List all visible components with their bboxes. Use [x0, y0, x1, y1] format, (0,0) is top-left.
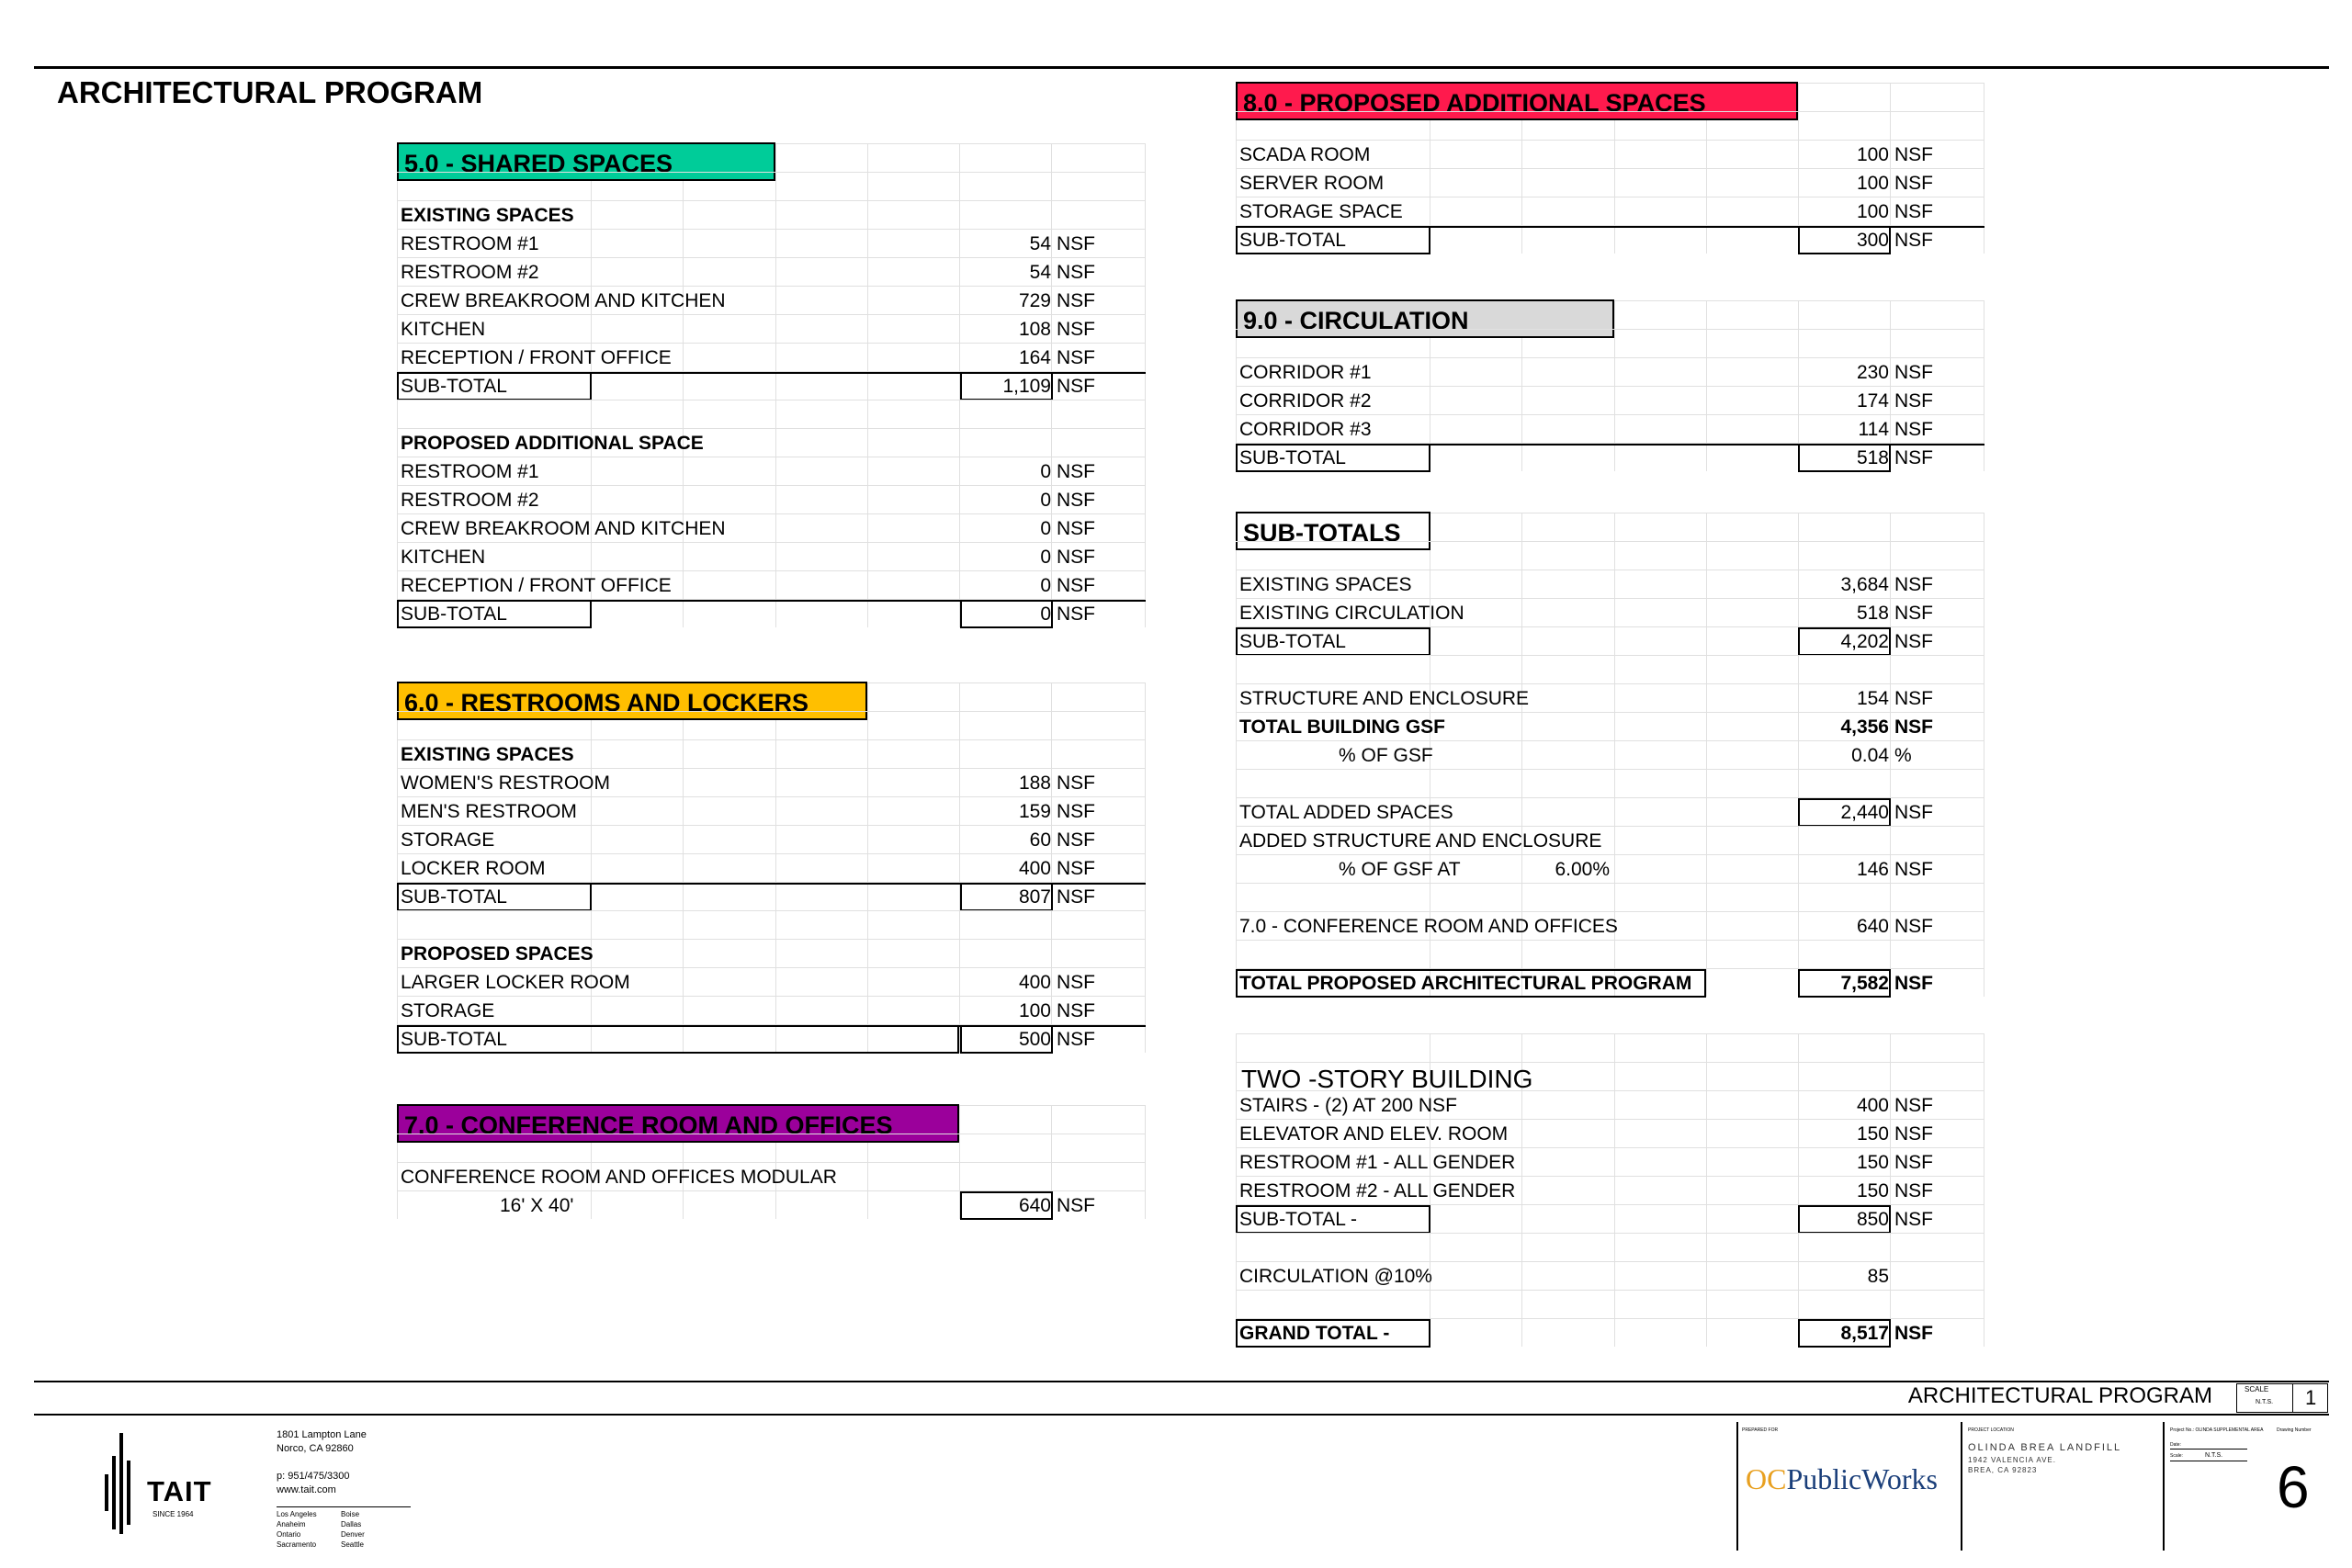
- row-value: 0: [1040, 518, 1051, 539]
- proposed-additional-title: 8.0 - PROPOSED ADDITIONAL SPACES: [1236, 82, 1798, 120]
- subtotal-row: [1236, 443, 1984, 472]
- table-row: [397, 796, 1146, 826]
- row-value: 518: [1856, 447, 1889, 468]
- table-row: [397, 457, 1146, 486]
- subtotal-label-box: [397, 883, 592, 911]
- table-row: [397, 257, 1146, 287]
- sheet-number: 1: [2305, 1386, 2317, 1409]
- row-label: CORRIDOR #1: [1239, 362, 1372, 383]
- phone: p: 951/475/3300: [277, 1471, 350, 1482]
- office-city: Denver: [341, 1530, 365, 1539]
- row-value: 518: [1856, 603, 1889, 624]
- table-row: [1236, 414, 1984, 444]
- conference-table: [397, 1105, 1146, 1219]
- row-unit: NSF: [1894, 1152, 1933, 1173]
- table-row: [397, 939, 1146, 968]
- page-number: 6: [2277, 1454, 2310, 1520]
- row-label: SUB-TOTAL: [401, 886, 507, 908]
- row-label: RECEPTION / FRONT OFFICE: [401, 347, 672, 368]
- section-heading: EXISTING SPACES: [401, 205, 574, 226]
- subtotal-label-box: [397, 1025, 959, 1054]
- table-row: [397, 967, 1146, 997]
- value-box: [1798, 798, 1891, 827]
- row-label: SCADA ROOM: [1239, 144, 1371, 165]
- row-value: 4,202: [1840, 631, 1889, 652]
- row-unit: NSF: [1057, 461, 1095, 482]
- subtotal-label-box: [1236, 444, 1430, 472]
- table-row: [1236, 1290, 1984, 1319]
- row-label: RESTROOM #2: [401, 490, 539, 511]
- row-unit: NSF: [1057, 801, 1095, 822]
- row-value: 100: [1018, 1000, 1051, 1021]
- row-value: 2,440: [1840, 802, 1889, 823]
- circulation-row: [1236, 1261, 1984, 1291]
- row-value: 8,517: [1840, 1323, 1889, 1344]
- table-row: [397, 200, 1146, 230]
- row-value: 60: [1029, 829, 1051, 851]
- row-value: 230: [1856, 362, 1889, 383]
- label-box: [1236, 969, 1706, 998]
- row-value: 850: [1856, 1209, 1889, 1230]
- row-value: 7,582: [1840, 973, 1889, 994]
- row-label: KITCHEN: [401, 319, 486, 340]
- subtotal-value-box: [1798, 226, 1891, 254]
- tait-address: [277, 1428, 367, 1497]
- row-value: 0: [1040, 461, 1051, 482]
- row-value: 1,109: [1002, 376, 1051, 397]
- subtotal-rule: [397, 600, 1146, 602]
- row-value: 640: [1018, 1195, 1051, 1216]
- office-city: Boise: [341, 1510, 360, 1518]
- row-label: STORAGE: [401, 829, 495, 851]
- public-works-text: PublicWorks: [1786, 1462, 1938, 1495]
- circulation-table: [1236, 300, 1984, 471]
- subtotal-label-box: [1236, 627, 1430, 656]
- row-label: TOTAL BUILDING GSF: [1239, 716, 1445, 738]
- row-unit: NSF: [1057, 233, 1095, 254]
- subtotal-row: [1236, 626, 1984, 656]
- row-label: SUB-TOTAL -: [1239, 1209, 1357, 1230]
- row-label: MEN'S RESTROOM: [401, 801, 577, 822]
- subtotal-row: [397, 1024, 1146, 1054]
- table-row: [1236, 1090, 1984, 1120]
- table-row: [397, 1190, 1146, 1220]
- row-label: EXISTING CIRCULATION: [1239, 603, 1464, 624]
- drawing-number-label: Drawing Number: [2277, 1427, 2312, 1433]
- row-label: SUB-TOTAL: [1239, 230, 1346, 251]
- table-row: [1236, 1119, 1984, 1148]
- row-label: 16' X 40': [500, 1195, 574, 1216]
- row-label: CORRIDOR #3: [1239, 419, 1372, 440]
- restrooms-lockers-title: 6.0 - RESTROOMS AND LOCKERS: [397, 682, 867, 720]
- row-value: 150: [1856, 1152, 1889, 1173]
- table-row: [397, 314, 1146, 344]
- row-label: WOMEN'S RESTROOM: [401, 773, 611, 794]
- tait-logo: [103, 1433, 222, 1534]
- row-unit: NSF: [1057, 1195, 1095, 1216]
- subtotal-rule: [1236, 444, 1984, 446]
- table-row: [1236, 769, 1984, 798]
- table-row: [397, 485, 1146, 514]
- shared-spaces-title: 5.0 - SHARED SPACES: [397, 142, 775, 181]
- row-label: TOTAL ADDED SPACES: [1239, 802, 1453, 823]
- two-story-table: [1236, 1033, 1984, 1347]
- value-box: [1798, 969, 1891, 998]
- row-unit: NSF: [1057, 1000, 1095, 1021]
- row-value: 150: [1856, 1180, 1889, 1201]
- row-value: 146: [1856, 859, 1889, 880]
- row-value: 500: [1018, 1029, 1051, 1050]
- section-heading: PROPOSED ADDITIONAL SPACE: [401, 433, 704, 454]
- row-unit: NSF: [1894, 447, 1933, 468]
- row-label: RESTROOM #1 - ALL GENDER: [1239, 1152, 1516, 1173]
- subtotal-row: [397, 882, 1146, 911]
- row-value: 54: [1029, 262, 1051, 283]
- row-unit: NSF: [1894, 688, 1933, 709]
- project-number-label: Project No.: OLINDA SUPPLEMENTAL AREA: [2170, 1427, 2264, 1433]
- subtotal-value-box: [960, 372, 1053, 400]
- row-unit: NSF: [1894, 144, 1933, 165]
- footer-rule-bottom: [34, 1414, 2329, 1416]
- top-rule: [34, 66, 2329, 69]
- restrooms-lockers-table: [397, 682, 1146, 1053]
- scale-box: [2236, 1383, 2328, 1413]
- row-value: 85: [1867, 1266, 1889, 1287]
- total-gsf-row: [1236, 712, 1984, 741]
- subtotals-title: SUB-TOTALS: [1236, 512, 1430, 550]
- row-label: 7.0 - CONFERENCE ROOM AND OFFICES: [1239, 916, 1618, 937]
- section-heading: EXISTING SPACES: [401, 744, 574, 765]
- row-unit: NSF: [1057, 262, 1095, 283]
- footer-rule-top: [34, 1381, 2329, 1382]
- table-row: [397, 428, 1146, 457]
- table-row: [397, 825, 1146, 854]
- row-label: RECEPTION / FRONT OFFICE: [401, 575, 672, 596]
- row-value: 729: [1018, 290, 1051, 311]
- row-unit: NSF: [1057, 518, 1095, 539]
- row-unit: NSF: [1894, 173, 1933, 194]
- scale-small-value: N.T.S.: [2205, 1452, 2223, 1459]
- subtotal-label-box: [1236, 1319, 1430, 1348]
- table-row: [1236, 826, 1984, 855]
- table-row: [397, 570, 1146, 600]
- table-row: [1236, 683, 1984, 713]
- row-unit: NSF: [1057, 376, 1095, 397]
- row-value: 400: [1018, 858, 1051, 879]
- proposed-additional-table: [1236, 83, 1984, 254]
- row-unit: NSF: [1894, 362, 1933, 383]
- row-unit: NSF: [1057, 858, 1095, 879]
- table-row: [1236, 911, 1984, 941]
- subtotal-value-box: [1798, 627, 1891, 656]
- office-city: Sacramento: [277, 1540, 317, 1549]
- row-unit: NSF: [1894, 390, 1933, 412]
- table-row: [397, 513, 1146, 543]
- subtotal-label-box: [1236, 226, 1430, 254]
- subtotal-row: [397, 371, 1146, 400]
- office-city: Dallas: [341, 1520, 362, 1529]
- subtotal-value-box: [1798, 444, 1891, 472]
- shared-spaces-table: [397, 143, 1146, 627]
- office-city: Los Angeles: [277, 1510, 317, 1518]
- subtotal-value-box: [960, 600, 1053, 628]
- row-unit: NSF: [1057, 1029, 1095, 1050]
- row-label: RESTROOM #2: [401, 262, 539, 283]
- table-row: [1236, 168, 1984, 197]
- grand-total-row: [1236, 1318, 1984, 1348]
- row-label: EXISTING SPACES: [1239, 574, 1412, 595]
- table-row: [1236, 655, 1984, 684]
- table-row: [1236, 386, 1984, 415]
- row-unit: NSF: [1057, 604, 1095, 625]
- row-value: 4,356: [1840, 716, 1889, 738]
- row-value: 100: [1856, 173, 1889, 194]
- row-label: KITCHEN: [401, 547, 486, 568]
- row-value: 154: [1856, 688, 1889, 709]
- row-unit: NSF: [1894, 716, 1933, 738]
- project-address-2: BREA, CA 92823: [1968, 1466, 2038, 1474]
- value-box: [960, 1191, 1053, 1220]
- row-unit: NSF: [1894, 1209, 1933, 1230]
- subtotal-value-box: [960, 883, 1053, 911]
- row-unit: NSF: [1057, 347, 1095, 368]
- subtotal-value-box: [960, 1025, 1053, 1054]
- page-title: ARCHITECTURAL PROGRAM: [57, 75, 483, 109]
- table-row: [1236, 854, 1984, 884]
- prepared-for: PREPARED FOR: [1742, 1427, 1779, 1433]
- row-unit: NSF: [1894, 916, 1933, 937]
- table-row: [1236, 940, 1984, 969]
- address-line-1: 1801 Lampton Lane: [277, 1429, 367, 1440]
- percentage-value: 6.00%: [1555, 859, 1610, 880]
- row-label: RESTROOM #2 - ALL GENDER: [1239, 1180, 1516, 1201]
- row-unit: NSF: [1894, 1123, 1933, 1145]
- subtotals-table: [1236, 513, 1984, 997]
- row-label: RESTROOM #1: [401, 233, 539, 254]
- row-unit: NSF: [1894, 631, 1933, 652]
- row-value: 174: [1856, 390, 1889, 412]
- row-value: 188: [1018, 773, 1051, 794]
- row-label: STORAGE SPACE: [1239, 201, 1403, 222]
- table-row: [397, 1162, 1146, 1191]
- office-city: Anaheim: [277, 1520, 306, 1529]
- table-row: [397, 400, 1146, 429]
- row-value: 150: [1856, 1123, 1889, 1145]
- subtotal-row: [397, 599, 1146, 628]
- row-unit: NSF: [1894, 1095, 1933, 1116]
- office-city: Ontario: [277, 1530, 301, 1539]
- row-unit: NSF: [1894, 419, 1933, 440]
- row-value: 0.04: [1851, 745, 1889, 766]
- row-label: SERVER ROOM: [1239, 173, 1385, 194]
- subtotal-rule: [397, 1025, 1146, 1027]
- total-program-row: [1236, 968, 1984, 998]
- row-unit: NSF: [1057, 490, 1095, 511]
- row-unit: NSF: [1057, 290, 1095, 311]
- row-value: 100: [1856, 144, 1889, 165]
- subtotal-rule: [397, 372, 1146, 374]
- row-value: 400: [1018, 972, 1051, 993]
- address-line-2: Norco, CA 92860: [277, 1443, 354, 1454]
- row-value: 640: [1856, 916, 1889, 937]
- table-row: [1236, 570, 1984, 599]
- subtotal-rule: [1236, 226, 1984, 228]
- row-value: 807: [1018, 886, 1051, 908]
- two-story-title: TWO -STORY BUILDING: [1241, 1065, 1533, 1093]
- row-label: SUB-TOTAL: [401, 1029, 507, 1050]
- date-label: Date:: [2170, 1442, 2181, 1448]
- table-row: [397, 343, 1146, 372]
- row-value: 300: [1856, 230, 1889, 251]
- oc-public-works-logo: [1746, 1462, 1938, 1496]
- row-label: LARGER LOCKER ROOM: [401, 972, 630, 993]
- table-row: [397, 739, 1146, 769]
- subtotal-label-box: [1236, 1205, 1430, 1234]
- row-label: TOTAL PROPOSED ARCHITECTURAL PROGRAM: [1239, 973, 1692, 994]
- row-label: GRAND TOTAL -: [1239, 1323, 1390, 1344]
- subtotal-label-box: [397, 600, 592, 628]
- row-label: STRUCTURE AND ENCLOSURE: [1239, 688, 1530, 709]
- subtotal-value-box: [1798, 1319, 1891, 1348]
- row-unit: NSF: [1057, 547, 1095, 568]
- row-label: LOCKER ROOM: [401, 858, 546, 879]
- row-label: SUB-TOTAL: [1239, 447, 1346, 468]
- row-label: CONFERENCE ROOM AND OFFICES MODULAR: [401, 1167, 837, 1188]
- project-address-1: 1942 VALENCIA AVE.: [1968, 1456, 2056, 1464]
- row-unit: NSF: [1894, 230, 1933, 251]
- row-value: 108: [1018, 319, 1051, 340]
- row-value: 3,684: [1840, 574, 1889, 595]
- row-label: RESTROOM #1: [401, 461, 539, 482]
- row-unit: NSF: [1057, 886, 1095, 908]
- table-row: [1236, 197, 1984, 226]
- table-row: [1236, 541, 1984, 570]
- tait-logo-mark-icon: [103, 1433, 140, 1534]
- table-row: [1236, 883, 1984, 912]
- project-name: OLINDA BREA LANDFILL: [1968, 1442, 2122, 1453]
- row-value: 114: [1858, 419, 1889, 440]
- table-row: [397, 910, 1146, 940]
- website[interactable]: www.tait.com: [277, 1484, 336, 1495]
- scale-value: N.T.S.: [2256, 1399, 2274, 1405]
- table-row: [1236, 797, 1984, 827]
- row-unit: NSF: [1894, 574, 1933, 595]
- row-label: SUB-TOTAL: [401, 376, 507, 397]
- row-label: CORRIDOR #2: [1239, 390, 1372, 412]
- row-unit: NSF: [1894, 201, 1933, 222]
- row-label: % OF GSF: [1339, 745, 1433, 766]
- table-row: [397, 768, 1146, 797]
- table-row: [397, 172, 1146, 201]
- row-value: 54: [1029, 233, 1051, 254]
- table-row: [1236, 111, 1984, 141]
- table-row: [1236, 140, 1984, 169]
- row-value: 0: [1040, 547, 1051, 568]
- row-label: SUB-TOTAL: [1239, 631, 1346, 652]
- row-unit: %: [1894, 745, 1912, 766]
- subtotal-rule: [397, 883, 1146, 885]
- table-row: [1236, 1033, 1984, 1063]
- row-label: STORAGE: [401, 1000, 495, 1021]
- row-unit: NSF: [1057, 972, 1095, 993]
- row-unit: NSF: [1057, 829, 1095, 851]
- row-value: 0: [1040, 490, 1051, 511]
- table-row: [1236, 1147, 1984, 1177]
- row-value: 0: [1040, 575, 1051, 596]
- footer-title: ARCHITECTURAL PROGRAM: [1907, 1383, 2212, 1408]
- circulation-title: 9.0 - CIRCULATION: [1236, 299, 1614, 338]
- row-unit: NSF: [1057, 319, 1095, 340]
- subtotal-label-box: [397, 372, 592, 400]
- row-value: 159: [1018, 801, 1051, 822]
- subtotal-value-box: [1798, 1205, 1891, 1234]
- scale-small-label: Scale:: [2170, 1453, 2183, 1459]
- row-value: 164: [1018, 347, 1051, 368]
- row-unit: NSF: [1894, 859, 1933, 880]
- table-row: [397, 996, 1146, 1025]
- table-row: [397, 1134, 1146, 1163]
- row-value: 0: [1040, 604, 1051, 625]
- row-unit: NSF: [1057, 575, 1095, 596]
- table-row: [397, 542, 1146, 571]
- row-label: STAIRS - (2) AT 200 NSF: [1239, 1095, 1457, 1116]
- table-row: [1236, 1233, 1984, 1262]
- row-label: % OF GSF AT: [1339, 859, 1461, 880]
- table-row: [1236, 598, 1984, 627]
- tait-logo-text: TAIT: [147, 1475, 212, 1507]
- row-unit: NSF: [1894, 1323, 1933, 1344]
- scale-label: SCALE: [2245, 1385, 2269, 1393]
- conference-title: 7.0 - CONFERENCE ROOM AND OFFICES: [397, 1104, 959, 1143]
- row-label: ELEVATOR AND ELEV. ROOM: [1239, 1123, 1509, 1145]
- row-unit: NSF: [1894, 1180, 1933, 1201]
- table-row: [397, 711, 1146, 740]
- table-row: [1236, 1176, 1984, 1205]
- table-row: [1236, 740, 1984, 770]
- table-row: [397, 853, 1146, 883]
- row-unit: NSF: [1894, 802, 1933, 823]
- row-label: SUB-TOTAL: [401, 604, 507, 625]
- project-location-label: PROJECT LOCATION: [1968, 1427, 2014, 1433]
- row-unit: NSF: [1894, 973, 1933, 994]
- row-unit: NSF: [1057, 773, 1095, 794]
- section-heading: PROPOSED SPACES: [401, 943, 594, 964]
- table-row: [397, 286, 1146, 315]
- table-row: [1236, 329, 1984, 358]
- tait-cities: [277, 1509, 387, 1550]
- office-city: Seattle: [341, 1540, 364, 1549]
- row-label: CIRCULATION @10%: [1239, 1266, 1432, 1287]
- row-label: ADDED STRUCTURE AND ENCLOSURE: [1239, 830, 1602, 852]
- oc-logo-letters: OC: [1746, 1462, 1787, 1495]
- row-label: CREW BREAKROOM AND KITCHEN: [401, 290, 726, 311]
- table-row: [1236, 357, 1984, 387]
- subtotal-row: [1236, 225, 1984, 254]
- row-value: 400: [1856, 1095, 1889, 1116]
- tait-since: SINCE 1964: [153, 1510, 194, 1518]
- table-row: [397, 229, 1146, 258]
- row-unit: NSF: [1894, 603, 1933, 624]
- row-value: 100: [1856, 201, 1889, 222]
- subtotal-row: [1236, 1204, 1984, 1234]
- row-label: CREW BREAKROOM AND KITCHEN: [401, 518, 726, 539]
